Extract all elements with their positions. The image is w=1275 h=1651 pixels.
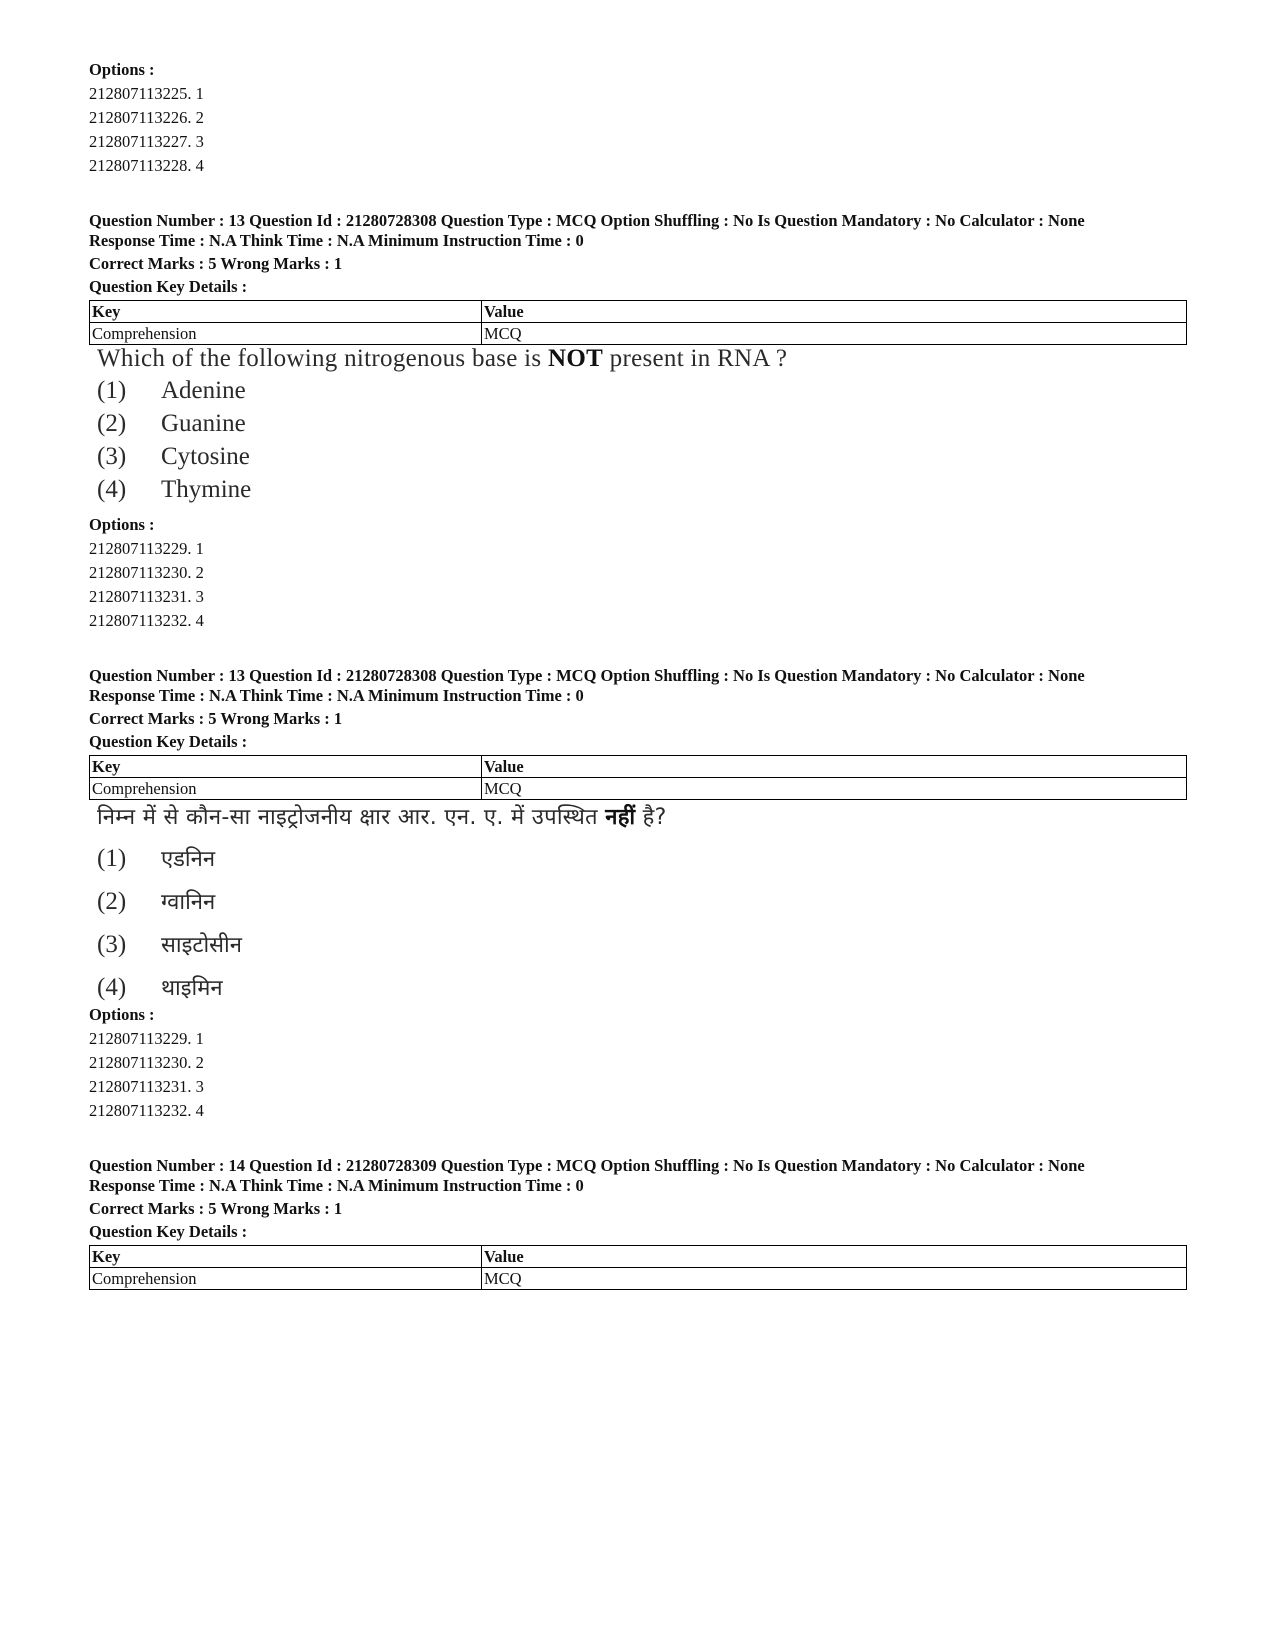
choice-number: (2): [97, 410, 127, 437]
table-cell-key: Comprehension: [90, 1268, 482, 1290]
q13-en-question-image: [97, 342, 787, 506]
choice-number: (4): [97, 974, 127, 1001]
table-cell-key: Comprehension: [90, 778, 482, 800]
table-header-key: Key: [90, 1246, 482, 1268]
options-heading: Options :: [89, 60, 155, 79]
key-value-table: [89, 300, 1187, 345]
question-meta-line1: Question Number : 13 Question Id : 21280728308 Question Type : MCQ Option Shuffling : No Is Question Mandatory : No Calculator : None: [89, 666, 1085, 685]
option-item: 212807113232. 4: [89, 611, 204, 630]
key-details-label: Question Key Details :: [89, 732, 248, 751]
question-text: [97, 800, 667, 836]
choice-item: [97, 473, 787, 506]
table-header-key: Key: [90, 756, 482, 778]
table-cell-value: MCQ: [482, 778, 1187, 800]
option-item: 212807113232. 4: [89, 1101, 204, 1120]
option-item: 212807113231. 3: [89, 587, 204, 606]
choice-item: [97, 881, 667, 924]
option-item: 212807113226. 2: [89, 108, 204, 127]
question-emphasis: NOT: [548, 345, 604, 372]
key-value-table: [89, 1245, 1187, 1290]
option-item: 212807113225. 1: [89, 84, 204, 103]
top-options-section: [89, 58, 1187, 178]
option-item: 212807113231. 3: [89, 1077, 204, 1096]
choice-number: (3): [97, 931, 127, 958]
choice-number: (1): [97, 377, 127, 404]
choice-number: (2): [97, 888, 127, 915]
choice-item: [97, 838, 667, 881]
choice-text: एडनिन: [161, 847, 216, 872]
question-meta-line2: Response Time : N.A Think Time : N.A Minimum Instruction Time : 0: [89, 231, 584, 250]
option-item: 212807113230. 2: [89, 563, 204, 582]
question-emphasis: नहीं: [605, 805, 636, 830]
question-meta-line1: Question Number : 13 Question Id : 21280728308 Question Type : MCQ Option Shuffling : No Is Question Mandatory : No Calculator : None: [89, 211, 1085, 230]
marks-line: Correct Marks : 5 Wrong Marks : 1: [89, 1199, 343, 1218]
choice-number: (1): [97, 845, 127, 872]
key-details-label: Question Key Details :: [89, 277, 248, 296]
table-cell-value: MCQ: [482, 323, 1187, 345]
question-text-part: निम्न में से कौन-सा नाइट्रोजनीय क्षार आर. एन. ए. में उपस्थित: [97, 805, 606, 830]
choice-item: [97, 924, 667, 967]
choice-item: [97, 374, 787, 407]
option-item: 212807113229. 1: [89, 539, 204, 558]
key-details-label: Question Key Details :: [89, 1222, 248, 1241]
table-header-key: Key: [90, 301, 482, 323]
choice-text: Adenine: [161, 377, 246, 404]
choice-text: ग्वानिन: [161, 890, 216, 915]
question-text-part: present in RNA ?: [603, 345, 788, 372]
q13-en-header: [89, 211, 1187, 345]
question-text-part: है?: [635, 805, 667, 830]
option-item: 212807113229. 1: [89, 1029, 204, 1048]
choice-text: Thymine: [161, 476, 252, 503]
question-text: [97, 342, 787, 375]
table-header-value: Value: [482, 301, 1187, 323]
question-text-part: Which of the following nitrogenous base is: [97, 345, 549, 372]
question-meta-line2: Response Time : N.A Think Time : N.A Minimum Instruction Time : 0: [89, 1176, 584, 1195]
choice-number: (3): [97, 443, 127, 470]
question-meta-line2: Response Time : N.A Think Time : N.A Minimum Instruction Time : 0: [89, 686, 584, 705]
choice-text: थाइमिन: [161, 976, 223, 1001]
choice-number: (4): [97, 476, 127, 503]
choice-text: Cytosine: [161, 443, 250, 470]
q14-header: [89, 1156, 1187, 1290]
q13-hi-question-image: [97, 800, 667, 1010]
q13-hi-options: [89, 1003, 1187, 1123]
choice-text: Guanine: [161, 410, 246, 437]
option-item: 212807113228. 4: [89, 156, 204, 175]
table-header-value: Value: [482, 1246, 1187, 1268]
options-heading: Options :: [89, 515, 155, 534]
marks-line: Correct Marks : 5 Wrong Marks : 1: [89, 709, 343, 728]
choice-item: [97, 440, 787, 473]
q13-en-options: [89, 513, 1187, 633]
choice-item: [97, 407, 787, 440]
table-cell-value: MCQ: [482, 1268, 1187, 1290]
option-item: 212807113230. 2: [89, 1053, 204, 1072]
q13-hi-header: [89, 666, 1187, 800]
question-meta-line1: Question Number : 14 Question Id : 21280728309 Question Type : MCQ Option Shuffling : No Is Question Mandatory : No Calculator : None: [89, 1156, 1085, 1175]
table-cell-key: Comprehension: [90, 323, 482, 345]
option-item: 212807113227. 3: [89, 132, 204, 151]
table-header-value: Value: [482, 756, 1187, 778]
marks-line: Correct Marks : 5 Wrong Marks : 1: [89, 254, 343, 273]
key-value-table: [89, 755, 1187, 800]
options-heading: Options :: [89, 1005, 155, 1024]
choice-text: साइटोसीन: [161, 933, 242, 958]
